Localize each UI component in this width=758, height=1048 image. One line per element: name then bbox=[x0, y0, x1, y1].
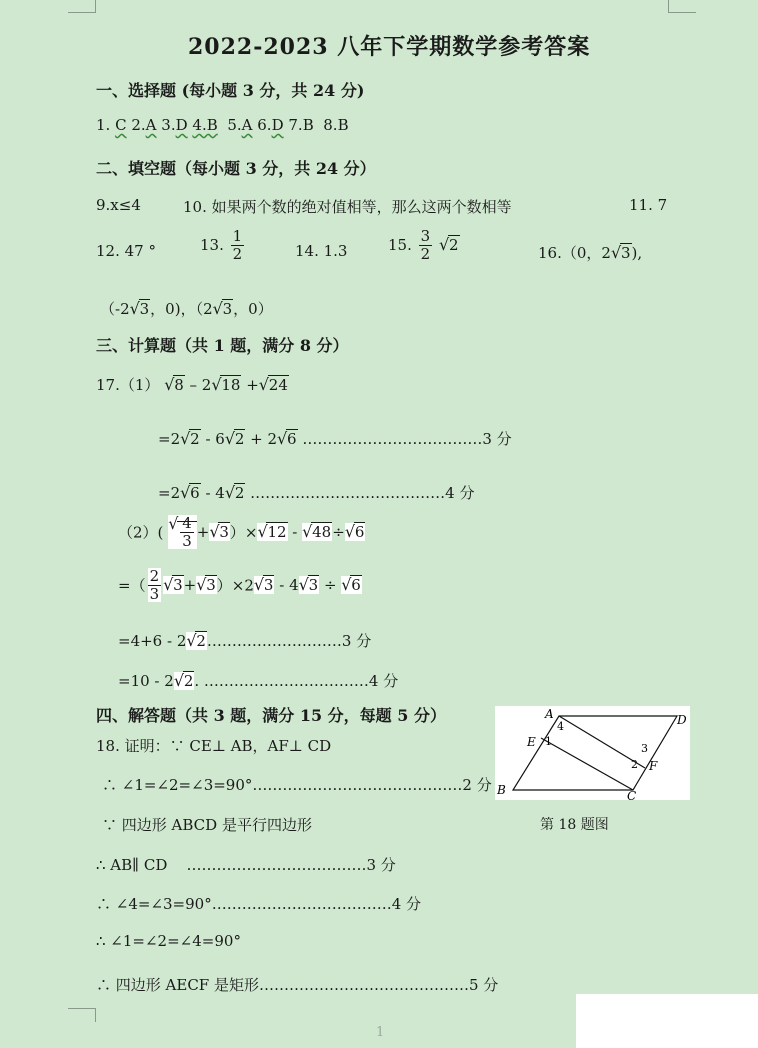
section-4-heading: 四、解答题（共 3 题，满分 15 分，每题 5 分） bbox=[96, 706, 446, 725]
crop-mark-bottom-left-v bbox=[95, 1008, 97, 1022]
label-C: C bbox=[627, 789, 637, 800]
q17-part2-step1: =（ $\frac{2}{3}$ √ 3+√ 3）×2√ 3 - 4√ 3 ÷ √ 6 bbox=[118, 568, 362, 602]
crop-mark-top-left-v bbox=[95, 0, 97, 12]
q17-part2: （2）( √ $\frac{4}{3}$ +√ 3）×√ 12 - √ 48÷√ 6 bbox=[118, 515, 365, 549]
answer-14: 14. 1.3 bbox=[295, 242, 348, 260]
answer-15: 15. $\frac{3}{2}$ √ 2 bbox=[388, 228, 460, 262]
q17-step2: =2√ 6 - 4√ 2 …………………………………4 分 bbox=[158, 482, 474, 503]
label-1: 1 bbox=[545, 735, 552, 748]
label-B: B bbox=[497, 783, 506, 797]
label-A: A bbox=[545, 707, 554, 721]
label-F: F bbox=[649, 759, 658, 773]
q18-step4: ∴ ∠4=∠3=90°………………………………4 分 bbox=[96, 895, 422, 913]
q17-part2-step2: =4+6 - 2√ 2………………………3 分 bbox=[118, 630, 371, 651]
label-2: 2 bbox=[631, 758, 638, 771]
q18-step3: ∴ AB∥ CD ………………………………3 分 bbox=[96, 856, 396, 874]
q18-step6: ∴ 四边形 AECF 是矩形……………………………………5 分 bbox=[96, 976, 499, 994]
q18-figure bbox=[495, 706, 690, 800]
answer-11: 11. 7 bbox=[629, 196, 668, 214]
label-D: D bbox=[677, 713, 687, 727]
label-3: 3 bbox=[641, 742, 648, 755]
answer-16: 16.（0，2√ 3), bbox=[538, 242, 642, 263]
q17-part1: 17.（1） √ 8 – 2√ 18 +√ 24 bbox=[96, 374, 289, 395]
q18-step5: ∴ ∠1=∠2=∠4=90° bbox=[96, 932, 241, 950]
label-E: E bbox=[527, 735, 536, 749]
section-1-heading: 一、选择题 (每小题 3 分，共 24 分) bbox=[96, 81, 365, 100]
answer-9: 9.x≤4 bbox=[96, 196, 141, 214]
section-2-heading: 二、填空题（每小题 3 分，共 24 分） bbox=[96, 159, 376, 178]
label-4: 4 bbox=[557, 720, 564, 733]
answer-12: 12. 47 ° bbox=[96, 242, 156, 260]
crop-mark-top-right bbox=[668, 0, 696, 13]
q17-part2-step3: =10 - 2√ 2. ……………………………4 分 bbox=[118, 670, 398, 691]
answer-10: 10. 如果两个数的绝对值相等，那么这两个数相等 bbox=[183, 198, 512, 216]
q17-step1: =2√ 2 - 6√ 2 + 2√ 6 ………………………………3 分 bbox=[158, 428, 512, 449]
section-1-answers: 1. C 2.A 3.D 4.B 5.A 6.D 7.B 8.B bbox=[96, 116, 349, 134]
crop-mark-top-left bbox=[68, 0, 96, 13]
page-title: 2022-2023 八年下学期数学参考答案 bbox=[188, 34, 591, 60]
q18-step1: ∴ ∠1=∠2=∠3=90°……………………………………2 分 bbox=[102, 776, 492, 794]
q18-step2: ∵ 四边形 ABCD 是平行四边形 bbox=[102, 816, 312, 834]
answer-13: 13. $\frac{1}{2}$ bbox=[200, 227, 243, 263]
crop-mark-top-right-v bbox=[668, 0, 670, 12]
white-corner bbox=[576, 994, 758, 1048]
q18-statement: 18. 证明：∵ CE⊥ AB，AF⊥ CD bbox=[96, 737, 332, 755]
figure-caption: 第 18 题图 bbox=[540, 817, 609, 833]
answer-16-continued: （-2√ 3，0)，（2√ 3，0） bbox=[100, 298, 273, 319]
section-3-heading: 三、计算题（共 1 题，满分 8 分） bbox=[96, 336, 349, 355]
crop-mark-bottom-left bbox=[68, 1008, 96, 1021]
page-number: 1 bbox=[376, 1025, 385, 1040]
